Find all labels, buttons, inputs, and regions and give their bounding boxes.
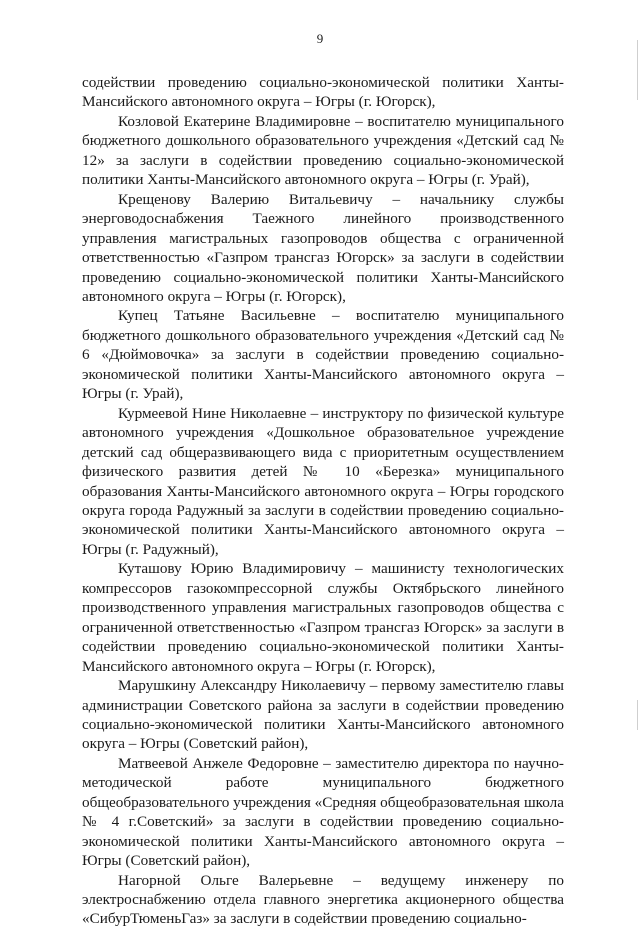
paragraph-nagornaya: Нагорной Ольге Валерьевне – ведущему инженеру по электроснабжению отдела главного энергетика акционерного общества «СибурТюменьГаз» за заслуги в содействии проведению социально- [82,871,564,928]
scan-edge-mark [637,700,638,730]
scan-edge-mark [637,40,638,100]
paragraph-continuation: содействии проведению социально-экономической политики Ханты-Мансийского автономного округа – Югры (г. Югорск), [82,74,564,111]
page-number: 9 [316,31,324,46]
paragraph-kutashov: Куташову Юрию Владимировичу – машинисту технологических компрессоров газокомпрессорной службы Октябрьского линейного производственного управления магистральных газопроводов общества с ограниченной ответственностью «Газпром трансгаз Югорск» за заслуги в содействии проведению социально-экономической политики Ханты-Мансийского автономного округа – Югры (г. Югорск), [82,560,564,675]
paragraph-kupets: Купец Татьяне Васильевне – воспитателю муниципального бюджетного дошкольного образовательного учреждения «Детский сад № 6 «Дюймовочка» за заслуги в содействии проведению социально-экономической политики Ханты-Мансийского автономного округа – Югры (г. Урай), [82,307,564,403]
paragraph-kozlova: Козловой Екатерине Владимировне – воспитателю муниципального бюджетного дошкольного образовательного учреждения «Детский сад № 12» за заслуги в содействии проведению социально-экономической политики Ханты-Мансийского автономного округа – Югры (г. Урай), [82,112,564,189]
paragraph-matveeva: Матвеевой Анжеле Федоровне – заместителю директора по научно-методической работе муниципального бюджетного общеобразовательного учреждения «Средняя общеобразовательная школа № 4 г.Советский» за заслуги в содействии проведению социально-экономической политики Ханты-Мансийского автономного округа – Югры (Советский район), [82,754,564,870]
paragraph-kreshchenov: Крещенову Валерию Витальевичу – начальнику службы энерговодоснабжения Таежного линейного производственного управления магистральных газопроводов общества с ограниченной ответственностью «Газпром трансгаз Югорск» за заслуги в содействии проведению социально-экономической политики Ханты-Мансийского автономного округа – Югры (г. Югорск), [82,190,564,305]
document-body [82,73,564,929]
paragraph-kurmeeva: Курмеевой Нине Николаевне – инструктору по физической культуре автономного учреждения «Дошкольное образовательное учреждение детский сад общеразвивающего вида с приоритетным осуществлением физического развития детей № 10 «Березка» муниципального образования Ханты-Мансийского автономного округа – Югры городского округа города Радужный за заслуги в содействии проведению социально-экономической политики Ханты-Мансийского автономного округа – Югры (г. Радужный), [82,404,564,558]
paragraph-marushkin: Марушкину Александру Николаевичу – первому заместителю главы администрации Советского района за заслуги в содействии проведению социально-экономической политики Ханты-Мансийского автономного округа – Югры (Советский район), [82,677,564,753]
